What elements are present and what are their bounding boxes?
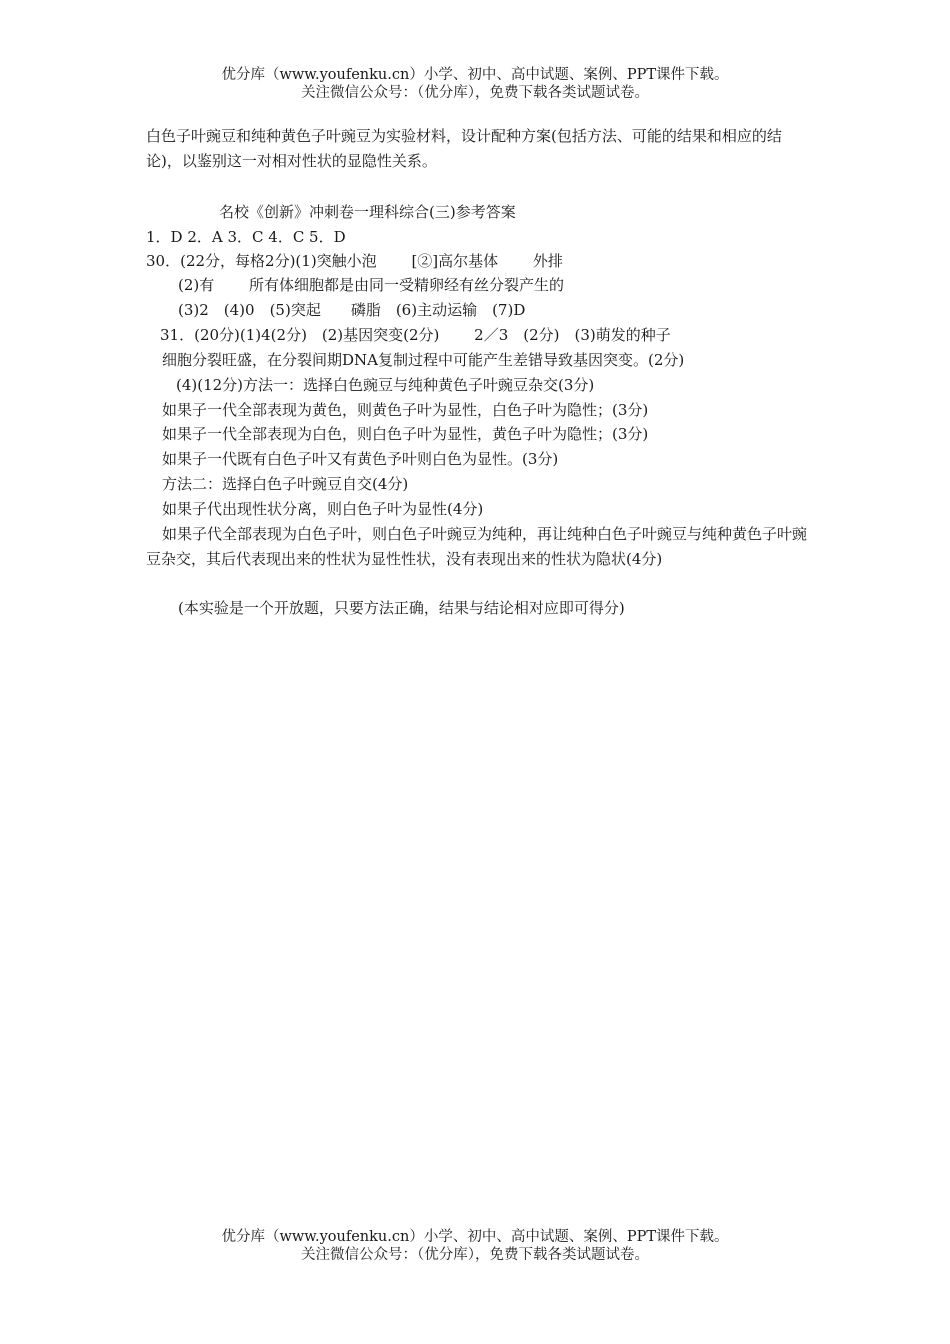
q30-line-3: (3)2 (4)0 (5)突起 磷脂 (6)主动运输 (7)D	[178, 301, 526, 319]
q31-line-5: 如果子一代全部表现为白色，则白色子叶为显性，黄色子叶为隐性；(3分)	[162, 425, 649, 443]
answer-note: (本实验是一个开放题，只要方法正确，结果与结论相对应即可得分)	[178, 599, 625, 617]
q31-line-2: 细胞分裂旺盛，在分裂间期DNA复制过程中可能产生差错导致基因突变。(2分)	[162, 351, 685, 369]
footer-line-2: 关注微信公众号：（优分库），免费下载各类试题试卷。	[301, 1247, 649, 1263]
answer-title: 名校《创新》冲刺卷一理科综合(三)参考答案	[219, 203, 516, 221]
page-header	[0, 66, 950, 102]
q31-line-7: 方法二：选择白色子叶豌豆自交(4分)	[162, 475, 409, 493]
footer-line-1: 优分库（www.youfenku.cn）小学、初中、高中试题、案例、PPT课件下载。	[221, 1229, 729, 1245]
q31-line-6: 如果子一代既有白色子叶又有黄色予叶则白色为显性。(3分)	[162, 450, 559, 468]
page-footer	[0, 1228, 950, 1264]
q30-line-1: 30．(22分，每格2分)(1)突触小泡 [②]高尔基体 外排	[146, 252, 563, 270]
q31-line-3: (4)(12分)方法一：选择白色豌豆与纯种黄色子叶豌豆杂交(3分)	[176, 376, 595, 394]
q31-line-8: 如果子代出现性状分离，则白色子叶为显性(4分)	[162, 500, 484, 518]
header-line-2: 关注微信公众号：（优分库），免费下载各类试题试卷。	[301, 85, 649, 101]
q31-line-1: 31．(20分)(1)4(2分) (2)基因突变(2分) 2／3 (2分) (3)萌发的种子	[160, 326, 671, 344]
intro-paragraph: 白色子叶豌豆和纯种黄色子叶豌豆为实验材料，设计配种方案(包括方法、可能的结果和相应的结论)，以鉴别这一对相对性状的显隐性关系。	[146, 127, 782, 170]
header-line-1: 优分库（www.youfenku.cn）小学、初中、高中试题、案例、PPT课件下载。	[221, 67, 729, 83]
q30-line-2: (2)有 所有体细胞都是由同一受精卵经有丝分裂产生的	[178, 276, 565, 294]
choice-answers: 1．D 2．A 3．C 4．C 5．D	[146, 228, 346, 246]
q31-line-9: 如果子代全部表现为白色子叶，则白色子叶豌豆为纯种，再让纯种白色子叶豌豆与纯种黄色子叶豌豆杂交，其后代表现出来的性状为显性性状，没有表现出来的性状为隐状(4分)	[146, 525, 808, 568]
q31-line-4: 如果子一代全部表现为黄色，则黄色子叶为显性，白色子叶为隐性；(3分)	[162, 401, 649, 419]
